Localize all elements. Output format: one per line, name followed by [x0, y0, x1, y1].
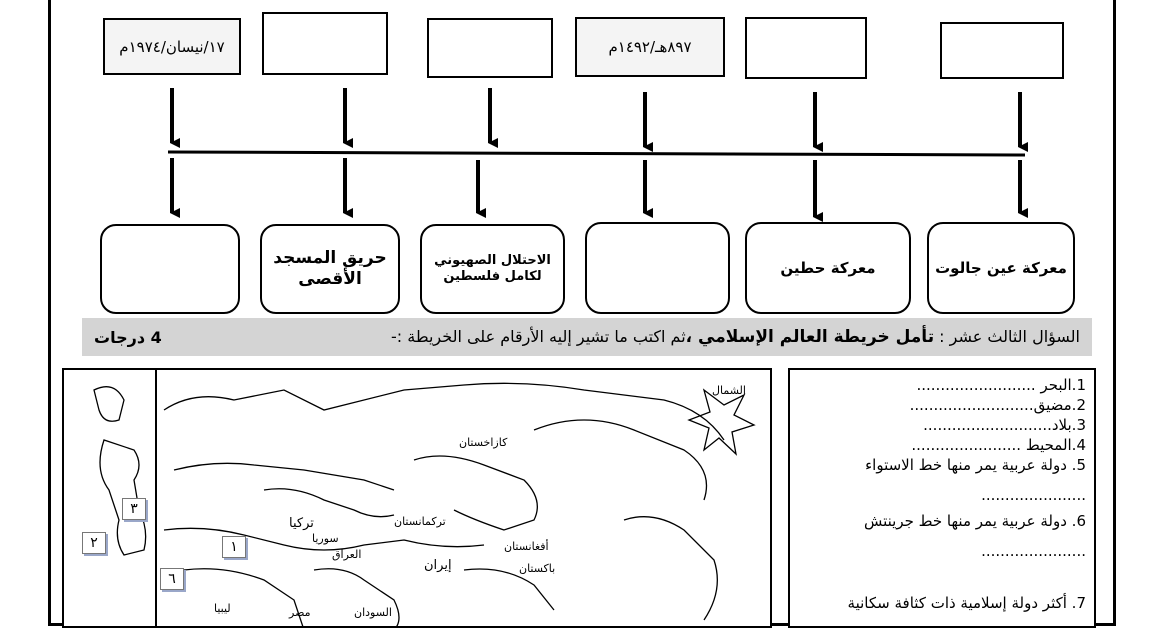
map-label-iran: إيران — [424, 558, 452, 573]
timeline-date-box-6[interactable] — [940, 22, 1064, 79]
list-item: 3.بلاد........................... — [923, 416, 1086, 434]
event-box-6: معركة عين جالوت — [927, 222, 1075, 314]
timeline-date-box-4[interactable]: ٨٩٧هـ/١٤٩٢م — [575, 17, 725, 77]
map-marker-6: ٦ — [160, 568, 184, 590]
map-label-iraq: العراق — [332, 548, 362, 561]
event-box-5: معركة حطين — [745, 222, 911, 314]
world-map — [62, 368, 772, 628]
timeline-date-box-3[interactable] — [427, 18, 553, 78]
map-label-syria: سوريا — [312, 532, 339, 545]
map-marker-2: ٢ — [82, 532, 106, 554]
list-item: 2.مضيق.......................... — [909, 396, 1086, 414]
map-marker-3: ٣ — [122, 498, 146, 520]
event-box-1[interactable] — [100, 224, 240, 314]
map-label-turkey: تركيا — [289, 516, 314, 531]
list-item: 6. دولة عربية يمر منها خط جرينتش — [863, 512, 1086, 530]
map-label-egypt: مصر — [289, 606, 311, 619]
list-item: 1.البحر ......................... — [916, 376, 1086, 394]
map-label-afghanistan: أفغانستان — [504, 540, 549, 553]
timeline-date-box-5[interactable] — [745, 17, 867, 79]
event-box-2: حريق المسجد الأقصى — [260, 224, 400, 314]
question-main: تأمل خريطة العالم الإسلامي ، — [685, 327, 935, 347]
list-item: 7. أكثر دولة إسلامية ذات كثافة سكانية — [847, 594, 1086, 612]
answer-list — [788, 368, 1096, 628]
map-label-kazakhstan: كازاخستان — [459, 436, 508, 449]
list-item: 4.المحيط ....................... — [911, 436, 1086, 454]
question-text — [391, 327, 1080, 347]
list-item: 5. دولة عربية يمر منها خط الاستواء — [865, 456, 1086, 474]
list-item: ...................... — [981, 542, 1086, 560]
timeline-date-box-1[interactable]: ١٧/نيسان/١٩٧٤م — [103, 18, 241, 75]
question-label: السؤال الثالث عشر : — [934, 327, 1080, 346]
event-box-4[interactable] — [585, 222, 730, 314]
question-instruction: ثم اكتب ما تشير إليه الأرقام على الخريطة :- — [391, 327, 686, 346]
event-box-3: الاحتلال الصهيوني لكامل فلسطين — [420, 224, 565, 314]
question-marks: 4 درجات — [94, 327, 162, 347]
map-label-pakistan: باكستان — [519, 562, 556, 575]
list-item: ...................... — [981, 486, 1086, 504]
map-label-libya: ليبيا — [214, 602, 231, 615]
map-north-label: الشمال — [712, 384, 746, 397]
timeline-date-box-2[interactable] — [262, 12, 388, 75]
question-header — [82, 318, 1092, 356]
map-label-sudan: السودان — [354, 606, 392, 619]
map-marker-1: ١ — [222, 536, 246, 558]
map-label-turkmenistan: تركمانستان — [394, 515, 446, 528]
